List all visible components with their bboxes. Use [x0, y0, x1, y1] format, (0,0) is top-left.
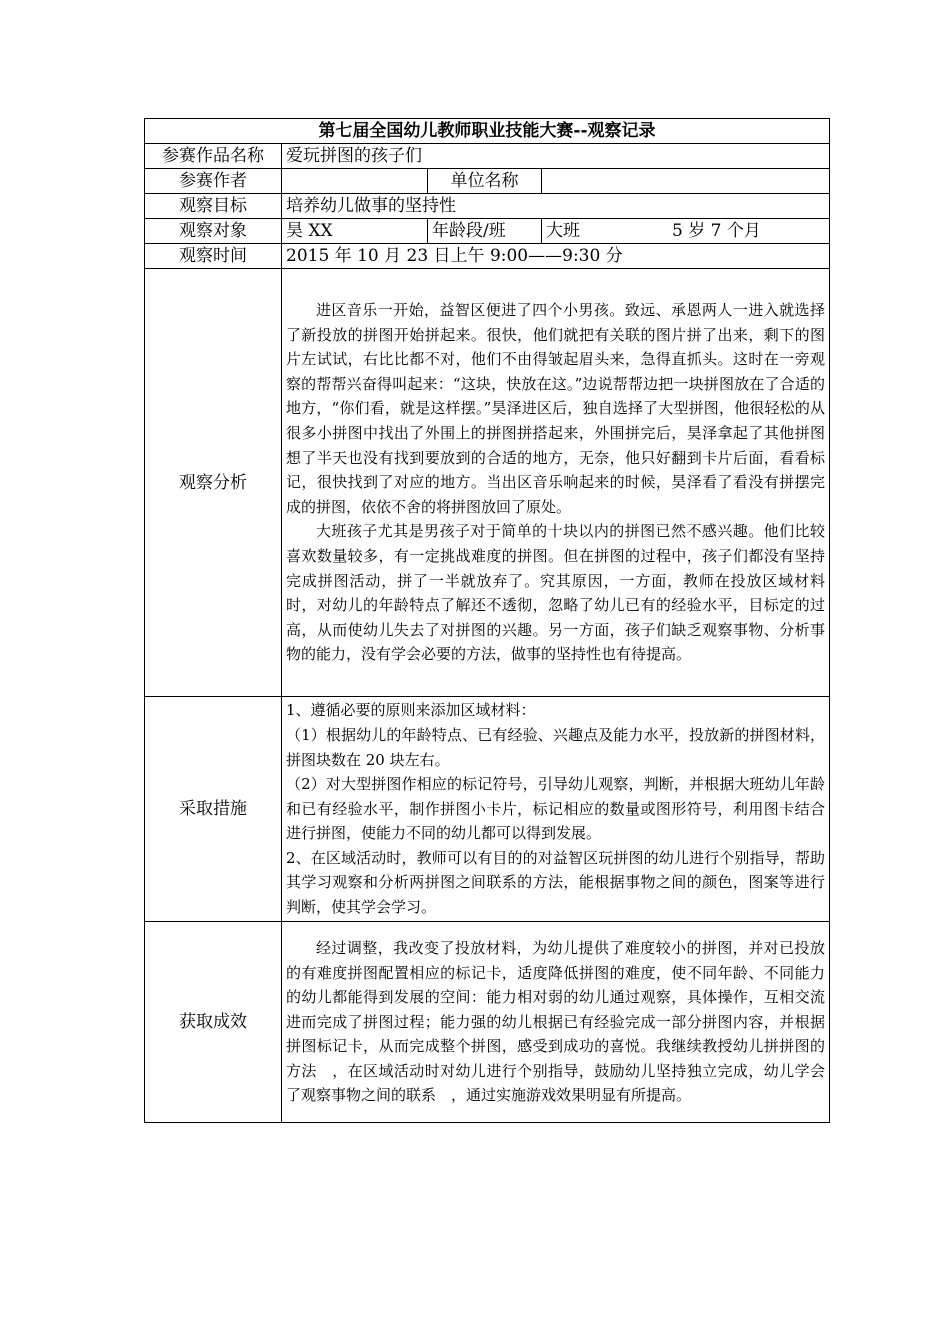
author-value	[282, 169, 428, 194]
measures-paragraph: 2、在区域活动时，教师可以有目的的对益智区玩拼图的幼儿进行个别指导，帮助其学习观察和分析两拼图之间联系的方法，能根据事物之间的颜色，图案等进行判断，使其学会学习。	[286, 848, 825, 917]
subject-label: 观察对象	[145, 219, 282, 244]
unit-label: 单位名称	[428, 169, 542, 194]
measures-content	[282, 697, 830, 922]
work-name-value: 爱玩拼图的孩子们	[282, 144, 830, 169]
class-value: 大班	[546, 221, 580, 241]
results-content	[282, 922, 830, 1123]
measures-label: 采取措施	[145, 697, 282, 922]
goal-label: 观察目标	[145, 194, 282, 219]
analysis-label: 观察分析	[145, 269, 282, 697]
age-group-label: 年龄段/班	[428, 219, 542, 244]
measures-paragraph: 1、遵循必要的原则来添加区域材料：	[286, 701, 536, 720]
time-value: 2015 年 10 月 23 日上午 9:00——9:30 分	[282, 244, 830, 269]
analysis-paragraph: 大班孩子尤其是男孩子对于简单的十块以内的拼图已然不感兴趣。他们比较喜欢数量较多，有一定挑战难度的拼图。但在拼图的过程中，孩子们都没有坚持完成拼图活动，拼了一半就放弃了。究其原因，一方面，教师在投放区域材料时，对幼儿的年龄特点了解还不透彻，忽略了幼儿已有的经验水平，目标定的过高，从而使幼儿失去了对拼图的兴趣。另一方面，孩子们缺乏观察事物、分析事物的能力，没有学会必要的方法，做事的坚持性也有待提高。	[286, 522, 825, 664]
time-label: 观察时间	[145, 244, 282, 269]
analysis-content	[282, 269, 830, 697]
results-label: 获取成效	[145, 922, 282, 1123]
age-value: 5 岁 7 个月	[672, 221, 761, 241]
class-age-cell	[542, 219, 830, 244]
subject-name: 昊 XX	[282, 219, 428, 244]
goal-value: 培养幼儿做事的坚持性	[282, 194, 830, 219]
results-paragraph: 经过调整，我改变了投放材料，为幼儿提供了难度较小的拼图，并对已投放的有难度拼图配置相应的标记卡，适度降低拼图的难度，使不同年龄、不同能力的幼儿都能得到发展的空间：能力相对弱的幼儿通过观察，具体操作，互相交流进而完成了拼图过程；能力强的幼儿根据已有经验完成一部分拼图内容，并根据拼图标记卡，从而完成整个拼图，感受到成功的喜悦。我继续教授幼儿拼拼图的方法 ，在区域活动时对幼儿进行个别指导，鼓励幼儿坚持独立完成，幼儿学会了观察事物之间的联系 ，通过实施游戏效果明显有所提高。	[286, 938, 825, 1105]
record-title: 第七届全国幼儿教师职业技能大赛--观察记录	[145, 119, 830, 144]
work-name-label: 参赛作品名称	[145, 144, 282, 169]
unit-value	[542, 169, 830, 194]
analysis-paragraph: 进区音乐一开始，益智区便进了四个小男孩。致远、承恩两人一进入就选择了新投放的拼图开始拼起来。很快，他们就把有关联的图片拼了出来，剩下的图片左试试，右比比都不对，他们不由得皱起眉头来，急得直抓头。这时在一旁观察的帮帮兴奋得叫起来：“这块，快放在这。”边说帮帮边把一块拼图放在了合适的地方，“你们看，就是这样摆。”昊泽进区后，独自选择了大型拼图，他很轻松的从很多小拼图中找出了外围上的拼图拼搭起来，外围拼完后，昊泽拿起了其他拼图想了半天也没有找到要放到的合适的地方，无奈，他只好翻到卡片后面，看看标记，很快找到了对应的地方。当出区音乐响起来的时候，昊泽看了看没有拼摆完成的拼图，依依不舍的将拼图放回了原处。	[286, 301, 825, 516]
measures-paragraph: （1）根据幼儿的年龄特点、已有经验、兴趣点及能力水平，投放新的拼图材料，拼图块数在 20 块左右。	[286, 725, 825, 769]
measures-paragraph: （2）对大型拼图作相应的标记符号，引导幼儿观察，判断，并根据大班幼儿年龄和已有经验水平，制作拼图小卡片，标记相应的数量或图形符号，利用图卡结合进行拼图，使能力不同的幼儿都可以得到发展。	[286, 775, 825, 843]
observation-record-table	[144, 118, 830, 1123]
author-label: 参赛作者	[145, 169, 282, 194]
